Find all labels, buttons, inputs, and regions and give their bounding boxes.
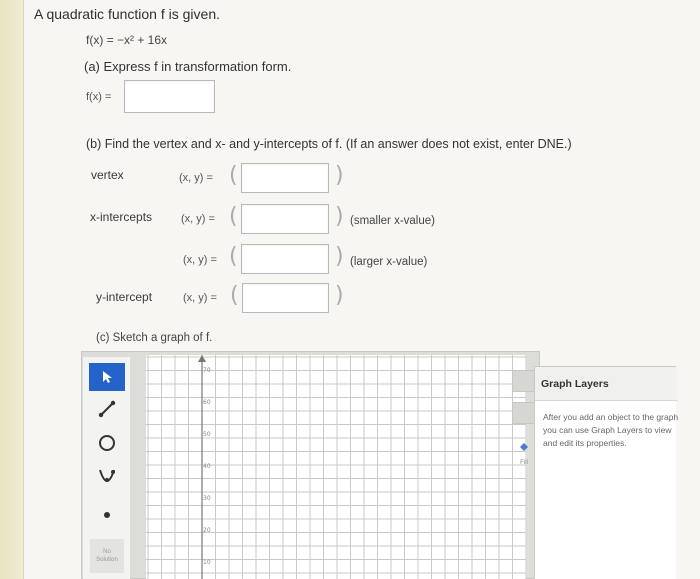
- graph-toolbar: [83, 357, 130, 579]
- x-intercept-2-xy-label: (x, y) =: [183, 254, 217, 266]
- y-tick-label: 30: [203, 495, 211, 502]
- vertex-label: vertex: [91, 168, 124, 182]
- y-tick-label: 70: [203, 367, 211, 374]
- vertex-open-paren: (: [229, 163, 238, 188]
- no-solution-button[interactable]: [90, 539, 124, 573]
- y-intercept-label: y-intercept: [96, 290, 153, 304]
- circle-tool-button[interactable]: [89, 429, 125, 457]
- y-tick-label: 60: [203, 399, 211, 406]
- point-icon: [102, 510, 112, 520]
- y-intercept-input[interactable]: [242, 283, 329, 313]
- parabola-tool-button[interactable]: [89, 463, 125, 491]
- x-intercepts-label: x-intercepts: [90, 210, 153, 224]
- x-intercept-2-open-paren: (: [229, 244, 238, 269]
- no-solution-icon: No Solution: [96, 549, 118, 563]
- x-intercept-larger-input[interactable]: [241, 244, 329, 274]
- part-b-prompt: (b) Find the vertex and x- and y-intercepts of f. (If an answer does not exist, enter DNE.): [86, 137, 572, 151]
- y-intercept-xy-label: (x, y) =: [183, 292, 217, 304]
- x-intercept-2-close-paren: ): [335, 244, 344, 269]
- x-intercept-1-open-paren: (: [229, 204, 238, 229]
- y-tick-label: 10: [203, 559, 211, 566]
- vertex-close-paren: ): [335, 163, 344, 188]
- graph-layers-panel: [534, 366, 679, 579]
- circle-icon: [96, 432, 118, 454]
- graph-option-button-2[interactable]: [512, 402, 536, 424]
- transformation-form-input[interactable]: [124, 80, 215, 113]
- fill-icon: [518, 441, 530, 453]
- part-a-prompt: (a) Express f in transformation form.: [84, 59, 292, 74]
- graph-canvas[interactable]: [146, 355, 526, 579]
- problem-intro: A quadratic function f is given.: [34, 6, 220, 22]
- y-intercept-open-paren: (: [230, 283, 239, 308]
- y-intercept-close-paren: ): [335, 283, 344, 308]
- vertex-input[interactable]: [241, 163, 329, 193]
- y-tick-label: 40: [203, 463, 211, 470]
- x-intercept-1-xy-label: (x, y) =: [181, 213, 215, 225]
- x-intercept-smaller-input[interactable]: [241, 204, 329, 234]
- line-icon: [96, 398, 118, 420]
- graph-option-button-1[interactable]: [512, 370, 536, 392]
- point-tool-button[interactable]: [89, 501, 125, 529]
- parabola-icon: [96, 466, 118, 488]
- fill-label: Fill: [520, 460, 528, 466]
- larger-x-note: (larger x-value): [350, 256, 428, 268]
- pointer-icon: [100, 370, 114, 384]
- y-axis-arrow: [198, 355, 206, 362]
- smaller-x-note: (smaller x-value): [350, 215, 435, 227]
- left-rail: [0, 0, 24, 579]
- graph-layers-description: After you add an object to the graph you can use Graph Layers to view and edit its properties.: [543, 412, 679, 448]
- vertex-xy-label: (x, y) =: [179, 172, 213, 184]
- y-tick-label: 50: [203, 431, 211, 438]
- graph-layers-header[interactable]: [535, 367, 677, 401]
- y-tick-label: 20: [203, 527, 211, 534]
- part-a-label: f(x) =: [86, 91, 112, 103]
- line-tool-button[interactable]: [89, 395, 125, 423]
- graph-layers-title: Graph Layers: [541, 378, 609, 390]
- x-intercept-1-close-paren: ): [335, 204, 344, 229]
- function-definition: f(x) = −x² + 16x: [86, 33, 168, 47]
- part-c-prompt: (c) Sketch a graph of f.: [96, 332, 213, 344]
- pointer-tool-button[interactable]: [89, 363, 125, 391]
